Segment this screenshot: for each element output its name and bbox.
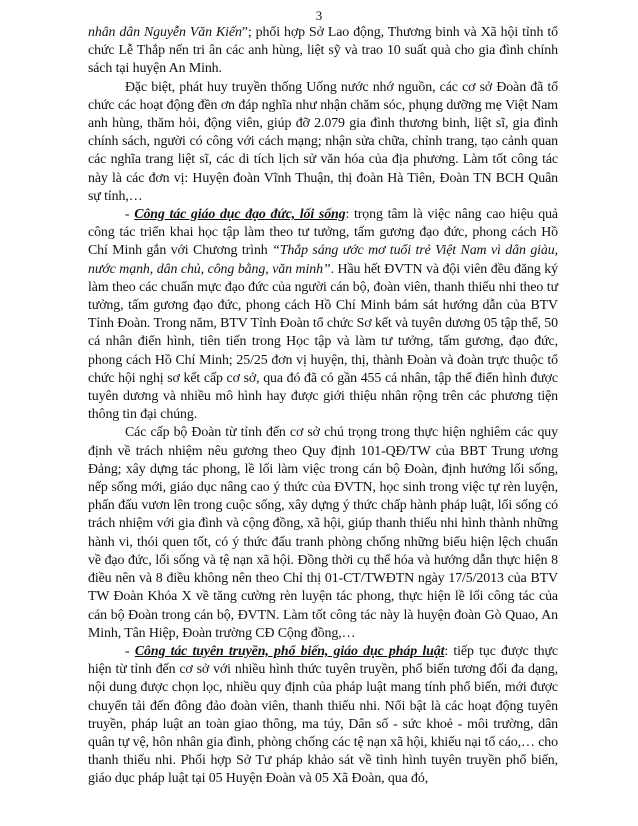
paragraph-p3 [88,206,558,424]
text-run: Các cấp bộ Đoàn từ tỉnh đến cơ sở chú trọng trong thực hiện nghiêm các quy định về trách nhiệm nêu gương theo Quy định 101-QĐ/TW của BBT Trung ương Đảng; xây dựng tác phong, lề lối làm việc trong cán bộ Đoàn, định hướng lối sống, nếp sống mới, giáo dục nâng cao ý thức của ĐVTN, học sinh trong việc tự rèn luyện, phấn đấu vươn lên trong cuộc sống, xây dựng ý thức chấp hành pháp luật, lối sống có trách nhiệm với gia đình và cộng đồng, xã hội, giúp thanh thiếu nhi hình thành những hành vi, thói quen tốt, có ý thức đấu tranh phòng chống những biểu hiện lệch chuẩn về đạo đức, lối sống và tệ nạn xã hội. Đồng thời cụ thể hóa và hướng dẫn thực hiện 8 điều nên và 8 điều không nên theo Chỉ thị 01-CT/TWĐTN ngày 17/5/2013 của BTV TW Đoàn Khóa X về tăng cường rèn luyện tác phong, thực hiện lề lối công tác của cán bộ Đoàn trong cán bộ, ĐVTN. Làm tốt công tác này là huyện đoàn Gò Quao, An Minh, Tân Hiệp, Đoàn trường CĐ Cộng đồng,… [88,425,558,641]
text-run: - [125,643,135,659]
paragraph-p4 [88,424,558,642]
text-run: : trọng tâm là việc nâng cao hiệu quả công tác triển khai học tập làm theo tư tưởng, tấm gương đạo đức, phong cách Hồ Chí Minh gắn với Chương trình [88,207,558,259]
paragraph-p5 [88,643,558,789]
text-run: ”; phối hợp Sở Lao động, Thương binh và Xã hội tỉnh tổ chức Lễ Thắp nến tri ân các anh hùng, liệt sỹ và trao 10 suất quà cho gia đình chính sách tại huyện An Minh. [88,25,558,77]
document-body [88,24,558,789]
text-run: : tiếp tục được thực hiện từ tỉnh đến cơ sở với nhiều hình thức tuyên truyền, phổ biến tương đối đa dạng, nội dung được chọn lọc, nhiều quy định của pháp luật mang tính phổ biến, mới được chuyển tải đến đông đảo đoàn viên, thanh thiếu nhi. Nổi bật là các hoạt động tuyên truyền, pháp luật an toàn giao thông, ma túy, Dân số - sức khoẻ - môi trường, dân quân tự vệ, hôn nhân gia đình, phòng chống các tệ nạn xã hội, khiếu nại tố cáo,… cho thanh thiếu nhi. Phối hợp Sở Tư pháp khảo sát về tình hình tuyên truyền phổ biến, giáo dục pháp luật tại 05 Huyện Đoàn và 05 Xã Đoàn, qua đó, [88,643,558,787]
section-heading: Công tác tuyên truyền, phổ biến, giáo dục pháp luật [134,643,445,659]
paragraph-p2 [88,79,558,206]
paragraph-p1 [88,24,558,79]
italic-text: nhân dân Nguyễn Văn Kiến [88,25,242,40]
text-run: - [125,207,135,223]
text-run: Đặc biệt, phát huy truyền thống Uống nước nhớ nguồn, các cơ sở Đoàn đã tổ chức các hoạt động đền ơn đáp nghĩa như nhận chăm sóc, phụng dưỡng mẹ Việt Nam anh hùng, thăm hỏi, động viên, giúp đỡ 2.079 gia đình thương binh, liệt sĩ, gia đình chính sách, người có công với cách mạng; nhận sửa chữa, chỉnh trang, tạo cảnh quan các nghĩa trang liệt sĩ, các di tích lịch sử văn hóa của địa phương. Làm tốt công tác này là các đơn vị: Huyện đoàn Vĩnh Thuận, thị đoàn Hà Tiên, Đoàn TN BCH Quân sự tỉnh,… [88,79,558,204]
section-heading: Công tác giáo dục đạo đức, lối sống [134,207,346,223]
text-run: . Hầu hết ĐVTN và đội viên đều đăng ký làm theo các chuẩn mực đạo đức của người cán bộ, đoàn viên, thanh thiếu nhi theo tư tưởng, tấm gương đạo đức, phong cách Hồ Chí Minh bám sát hướng dẫn của BTV Tỉnh Đoàn. Trong năm, BTV Tỉnh Đoàn tổ chức Sơ kết và tuyên dương 05 tập thể, 50 cá nhân điển hình, tiên tiến trong Học tập và làm tư tưởng, tấm gương, đạo đức, phong cách Hồ Chí Minh; 25/25 đơn vị huyện, thị, thành Đoàn và đoàn trực thuộc tổ chức hội nghị sơ kết cấp cơ sở, qua đó đã có gần 455 cá nhân, tập thể điển hình được tuyên dương và nhiều mô hình hay được giới thiệu nhân rộng trên các phương tiện thông tin đại chúng. [88,261,558,423]
italic-text: “Thắp sáng ước mơ tuổi trẻ Việt Nam vì dân giàu, nước mạnh, dân chủ, công bằng, văn minh” [88,243,558,277]
page-number: 3 [315,8,323,23]
